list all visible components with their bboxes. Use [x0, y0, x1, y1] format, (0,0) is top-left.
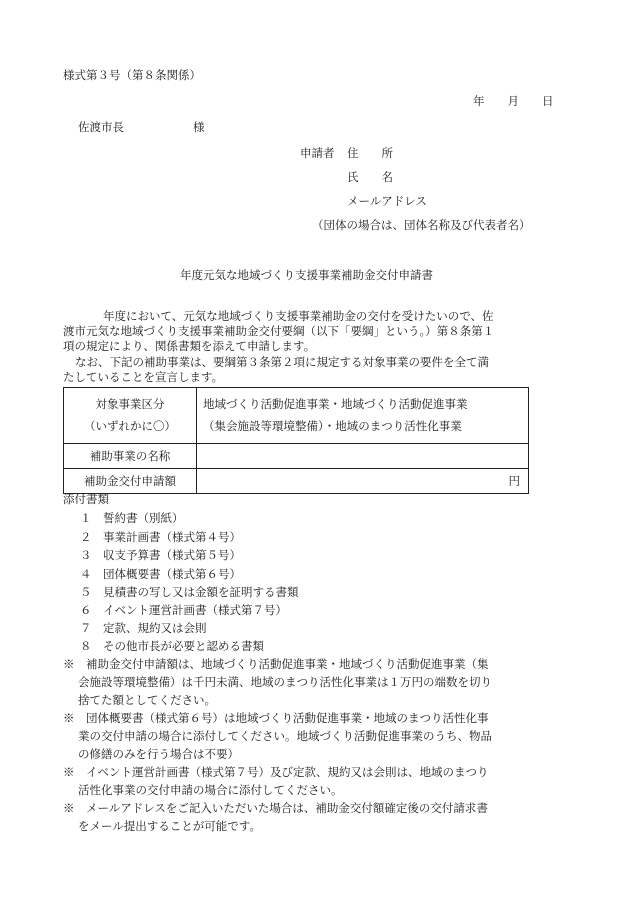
attachments-heading: 添付書類	[63, 492, 109, 506]
category-label-note: （いずれかに〇）	[84, 418, 176, 433]
category-option-line1: 地域づくり活動促進事業・地域づくり活動促進事業	[203, 396, 468, 411]
attachment-item: ２ 事業計画書（様式第４号）	[80, 530, 241, 544]
form-number: 様式第３号（第８条関係）	[63, 68, 201, 82]
body-para2-line2: たしていることを宣言します。	[63, 370, 224, 384]
body-para1-line1: 年度において、元気な地域づくり支援事業補助金の交付を受けたいので、佐	[103, 309, 494, 323]
date-field: 年 月 日	[473, 94, 554, 108]
attachment-item: ４ 団体概要書（様式第６号）	[80, 567, 241, 581]
requested-amount-label: 補助金交付申請額	[64, 469, 197, 494]
document-title: 年度元気な地域づくり支援事業補助金交付申請書	[180, 268, 433, 282]
attachment-item: ５ 見積書の写し又は金額を証明する書類	[80, 585, 299, 599]
note3-line2: 活性化事業の交付申請の場合に添付してください。	[78, 783, 343, 797]
note2-line2: 業の交付申請の場合に添付してください。地域づくり活動促進事業のうち、物品	[78, 729, 492, 743]
table-row	[64, 444, 529, 469]
project-name-label: 補助事業の名称	[64, 444, 197, 469]
category-label: 対象事業区分	[95, 396, 165, 411]
requested-amount-field[interactable]	[197, 469, 529, 494]
attachment-item: ６ イベント運営計画書（様式第７号）	[80, 603, 287, 617]
body-para1-line2: 渡市元気な地域づくり支援事業補助金交付要綱（以下「要綱」という。）第８条第１	[63, 324, 495, 338]
note4-line1: ※ メールアドレスをご記入いただいた場合は、補助金交付額確定後の交付請求書	[63, 801, 488, 815]
address-label: 住 所	[347, 146, 393, 160]
body-para1-line3: 項の規定により、関係書類を添えて申請します。	[63, 339, 316, 353]
yen-unit: 円	[508, 474, 520, 488]
attachment-item: １ 誓約書（別紙）	[80, 511, 184, 525]
body-para2-line1: なお、下記の補助事業は、要綱第３条第２項に規定する対象事業の要件を全て満	[75, 355, 489, 369]
table-row	[64, 388, 529, 444]
attachment-item: ３ 収支予算書（様式第５号）	[80, 548, 241, 562]
note2-line3: の修繕のみを行う場合は不要）	[78, 747, 239, 761]
note1-line3: 捨てた額としてください。	[78, 693, 216, 707]
application-table	[63, 387, 529, 494]
attachment-item: ８ その他市長が必要と認める書類	[80, 639, 264, 653]
note1-line2: 会施設等環境整備）は千円未満、地域のまつり活性化事業は１万円の端数を切り	[78, 675, 492, 689]
category-value-cell[interactable]	[197, 388, 529, 444]
note4-line2: をメール提出することが可能です。	[78, 819, 261, 833]
note2-line1: ※ 団体概要書（様式第６号）は地域づくり活動促進事業・地域のまつり活性化事	[63, 711, 489, 725]
note1-line1: ※ 補助金交付申請額は、地域づくり活動促進事業・地域づくり活動促進事業（集	[63, 657, 489, 671]
addressee: 佐渡市長 様	[78, 120, 205, 134]
category-label-cell	[64, 388, 197, 444]
project-name-field[interactable]	[197, 444, 529, 469]
name-label: 氏 名	[347, 170, 393, 184]
category-option-line2: （集会施設等環境整備）・地域のまつり活性化事業	[203, 418, 462, 433]
table-row	[64, 469, 529, 494]
note3-line1: ※ イベント運営計画書（様式第７号）及び定款、規約又は会則は、地域のまつり	[63, 765, 489, 779]
group-note: （団体の場合は、団体名称及び代表者名）	[312, 218, 531, 232]
email-label: メールアドレス	[347, 194, 427, 208]
attachment-item: ７ 定款、規約又は会則	[80, 621, 207, 635]
applicant-label: 申請者	[300, 146, 335, 160]
